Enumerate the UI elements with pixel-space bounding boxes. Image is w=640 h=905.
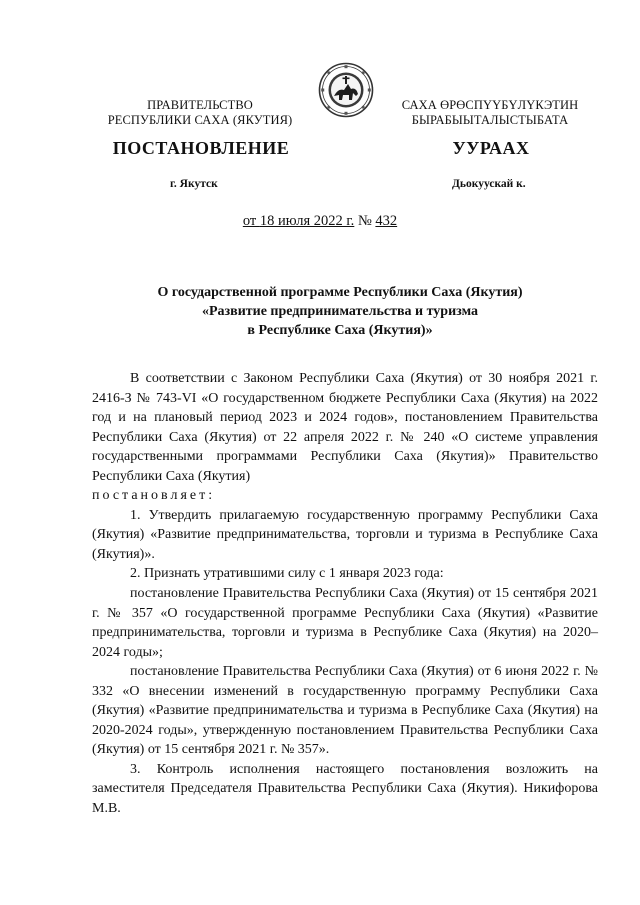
document-date: 18 июля 2022 г.: [259, 213, 355, 229]
coat-of-arms-icon: [318, 62, 374, 118]
document-title: [110, 283, 570, 340]
paragraph-item-2: 2. Признать утратившими силу с 1 января 2023 года:: [130, 566, 444, 582]
paragraph-repealed-1: постановление Правительства Республики Саха (Якутия) от 15 сентября 2021 г. № 357 «О государственной программе Республики Саха (Якутия) «Развитие предпринимательства, торговли и туризма в Республике Саха (Якутия) на 2020–2024 годы»;: [92, 586, 598, 660]
date-prefix: от: [242, 213, 260, 229]
paragraph-repealed-2: постановление Правительства Республики Саха (Якутия) от 6 июня 2022 г. № 332 «О внесении изменений в государственную программу Республики Саха (Якутия) «Развитие предпринимательства и туризма в Республике Саха (Якутия) на 2020-2024 годы», утвержденную постановлением Правительства Республики Саха (Якутия) от 15 сентября 2021 г. № 357».: [92, 664, 598, 758]
document-body: [92, 369, 598, 819]
city-dyokuuskay: Дьокуускай к.: [452, 178, 526, 190]
title-postanovlenie: ПОСТАНОВЛЕНИЕ: [112, 138, 290, 158]
paragraph-preamble: В соответствии с Законом Республики Саха (Якутия) от 30 ноября 2021 г. 2416-З № 743-VI «О государственном бюджете Республики Саха (Якутия) на 2022 год и на плановый период 2023 и 2024 годов», постановлением Правительства Республики Саха (Якутия) от 22 апреля 2022 г. № 240 «О системе управления государственными программами Республики Саха (Якутия)» Правительство Республики Саха (Якутия): [92, 371, 598, 484]
paragraph-item-3: 3. Контроль исполнения настоящего постановления возложить на заместителя Председателя Правительства Республики Саха (Якутия). Никифорова М.В.: [92, 761, 598, 817]
header-right-line2: БЫРАБЫЫТАЛЫСТЫБАТА: [411, 113, 569, 127]
paragraph-item-1: 1. Утвердить прилагаемую государственную программу Республики Саха (Якутия) «Развитие предпринимательства, торговли и туризма в Республике Саха (Якутия)».: [92, 507, 598, 562]
number-sign: №: [354, 213, 376, 229]
document-title-line2: «Развитие предпринимательства и туризма: [201, 304, 479, 319]
city-yakutsk: г. Якутск: [170, 178, 218, 190]
header-left-line1: ПРАВИТЕЛЬСТВО: [147, 98, 253, 112]
title-uuraah: УУРААХ: [452, 138, 530, 158]
document-title-line1: О государственной программе Республики Саха (Якутия): [157, 285, 523, 300]
document-number: 432: [375, 213, 398, 229]
paragraph-decides: постановляет:: [92, 488, 216, 504]
header-left: [95, 98, 305, 128]
date-and-number: [0, 213, 640, 230]
header-right-line1: САХА ӨРӨСПҮҮБҮЛҮКЭТИН: [401, 98, 579, 112]
header-right: [385, 98, 595, 128]
header-left-line2: РЕСПУБЛИКИ САХА (ЯКУТИЯ): [107, 113, 293, 127]
document-title-line3: в Республике Саха (Якутия)»: [247, 323, 433, 338]
